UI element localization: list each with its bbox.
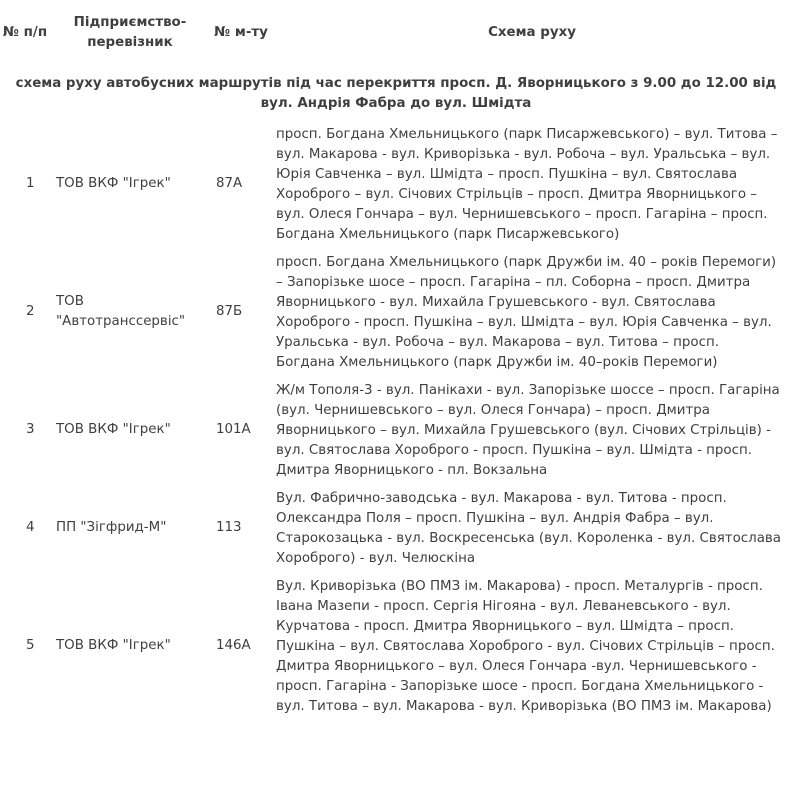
row-scheme: Вул. Фабрично-заводська - вул. Макарова - вул. Титова - просп. Олександра Поля – просп. Пушкіна – вул. Андрія Фабра – вул. Старокозацька - вул. Воскресенська (вул. Короленка - вул. Святослава Хороброго) - вул. Челюскіна: [276, 491, 782, 566]
row-number: 4: [26, 520, 35, 535]
table-subtitle: схема руху автобусних маршрутів під час перекриття просп. Д. Яворницького з 9.00 до 12.00 від вул. Андрія Фабра до вул. Шмідта: [15, 76, 777, 111]
row-company: ТОВ "Автотранссервіс": [56, 294, 186, 329]
header-company: Підприємство-перевізник: [73, 15, 187, 50]
row-number: 2: [26, 304, 35, 319]
row-route: 113: [216, 520, 242, 535]
table-header: [0, 0, 792, 66]
row-scheme: просп. Богдана Хмельницького (парк Писаржевського) – вул. Титова – вул. Макарова - вул. Криворізька - вул. Робоча – вул. Уральська – вул. Юрія Савченка – вул. Шмідта – просп. Пушкіна – вул. Святослава Хороброго – вул. Січових Стрільців – просп. Дмитра Яворницького – вул. Олеся Гончара – вул. Чернишевського – просп. Гагаріна – просп. Богдана Хмельницького (парк Писаржевського): [276, 127, 778, 242]
header-route: № м-ту: [214, 25, 268, 40]
row-company: ТОВ ВКФ "Ігрек": [56, 422, 171, 437]
table-row: [0, 484, 792, 572]
row-route: 146А: [216, 638, 251, 653]
row-scheme: просп. Богдана Хмельницького (парк Дружби ім. 40 – років Перемоги) – Запорізьке шосе – просп. Гагаріна – пл. Соборна – просп. Дмитра Яворницького - вул. Михайла Грушевського - вул. Святослава Хороброго - просп. Пушкіна – вул. Шмідта – вул. Юрія Савченка – вул. Уральська - вул. Робоча – вул. Макарова – вул. Титова – просп. Богдана Хмельницького (парк Дружби ім. 40–років Перемоги): [276, 255, 777, 370]
table-row: [0, 376, 792, 484]
row-route: 87А: [216, 176, 243, 191]
table-row: [0, 120, 792, 248]
row-scheme: Ж/м Тополя-3 - вул. Панікахи - вул. Запорізьке шоссе – просп. Гагаріна (вул. Чернишевського – вул. Олеся Гончара) – просп. Дмитра Яворницького – вул. Михайла Грушевського (вул. Січових Стрільців) - вул. Святослава Хороброго - просп. Пушкіна – вул. Шмідта - просп. Дмитра Яворницького - пл. Вокзальна: [276, 383, 780, 478]
row-number: 1: [26, 176, 35, 191]
row-company: ТОВ ВКФ "Ігрек": [56, 638, 171, 653]
row-company: ПП "Зігфрид-М": [56, 520, 167, 535]
row-scheme: Вул. Криворізька (ВО ПМЗ ім. Макарова) - просп. Металургів - просп. Івана Мазепи - просп. Сергія Нігояна - вул. Леваневського - вул. Курчатова - просп. Дмитра Яворницького – вул. Шмідта – просп. Пушкіна – вул. Святослава Хороброго - вул. Січових Стрільців – просп. Дмитра Яворницького – вул. Олеся Гончара -вул. Чернишевського - просп. Гагаріна - Запорізьке шосе - просп. Богдана Хмельницького - вул. Титова – вул. Макарова - вул. Криворізька (ВО ПМЗ ім. Макарова): [276, 579, 775, 714]
table-row: [0, 572, 792, 720]
header-scheme: Схема руху: [488, 25, 576, 40]
row-number: 3: [26, 422, 35, 437]
row-route: 87Б: [216, 304, 243, 319]
row-number: 5: [26, 638, 35, 653]
table-row: [0, 248, 792, 376]
row-route: 101А: [216, 422, 251, 437]
table-body: [0, 120, 792, 720]
header-num: № п/п: [2, 25, 48, 40]
row-company: ТОВ ВКФ "Ігрек": [56, 176, 171, 191]
